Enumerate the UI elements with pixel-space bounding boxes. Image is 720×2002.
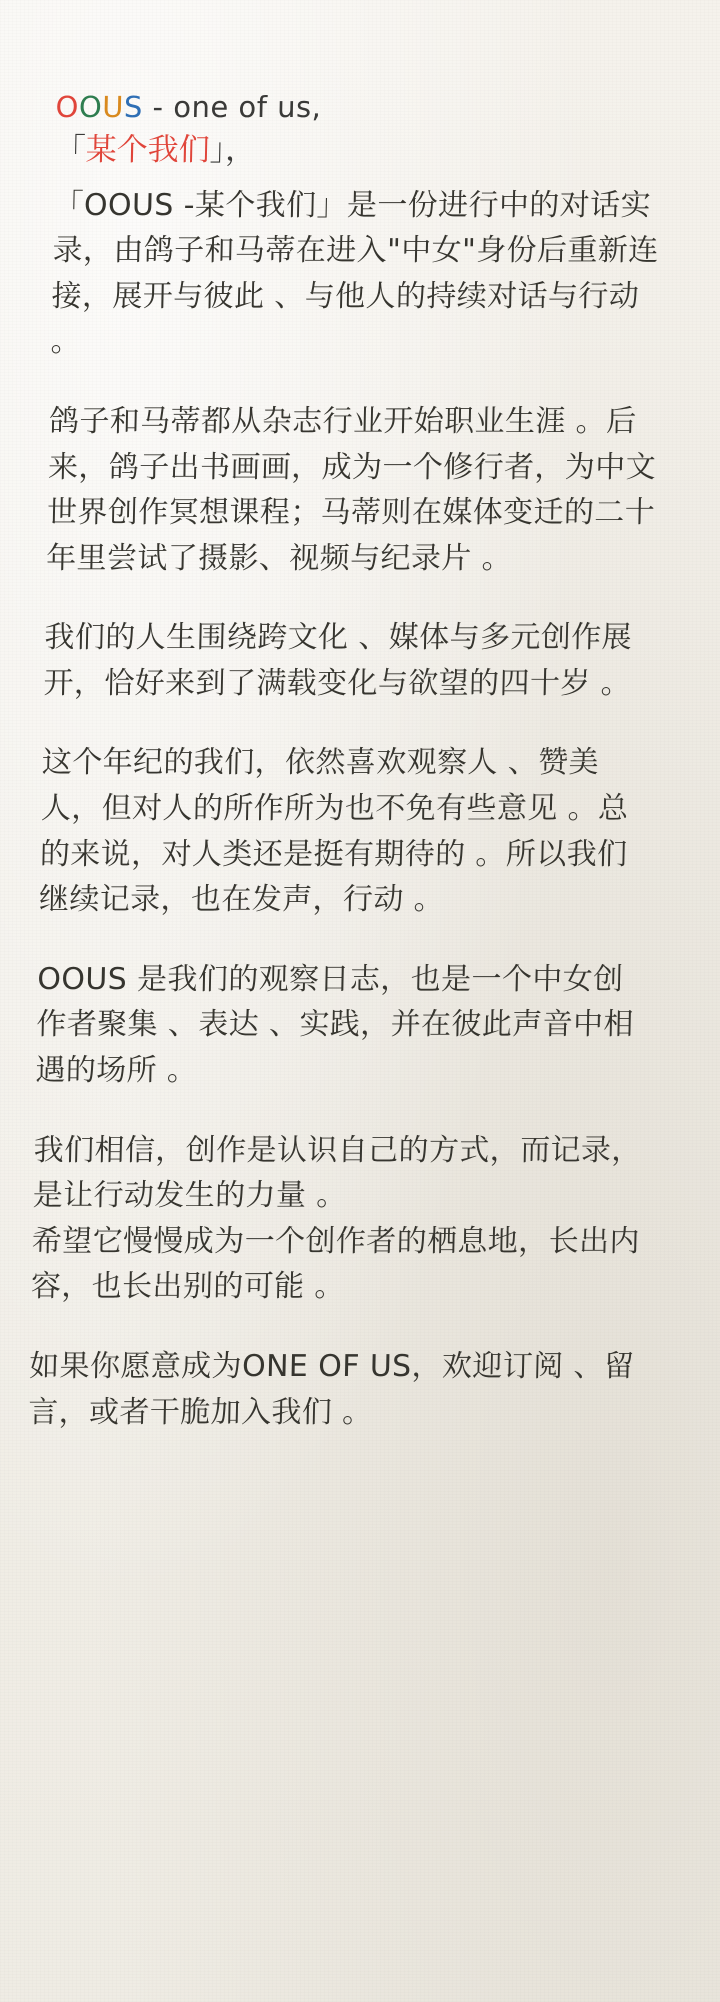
paragraph-intro: 「OOUS -某个我们」是一份进行中的对话实录，由鸽子和马蒂在进入"中女"身份后重新连接，展开与彼此 、与他人的持续对话与行动 。	[50, 187, 659, 360]
paragraph-background: 鸽子和马蒂都从杂志行业开始职业生涯 。后来，鸽子出书画画，成为一个修行者，为中文世界创作冥想课程；马蒂则在媒体变迁的二十年里尝试了摄影、视频与纪录片 。	[45, 403, 657, 576]
title-bracket-close: 」，	[209, 132, 257, 169]
paragraph-journal: OOUS 是我们的观察日志，也是一个中女创作者聚集 、表达 、实践，并在彼此声音中相遇的场所 。	[35, 961, 635, 1089]
title-letter-o1: O	[55, 90, 80, 124]
paragraph-belief: 我们相信，创作是认识自己的方式，而记录，是让行动发生的力量 。	[32, 1132, 643, 1214]
paragraph-age: 这个年纪的我们，依然喜欢观察人 、赞美人，但对人的所作所为也不免有些意见 。总的来说，对人类还是挺有期待的 。所以我们继续记录，也在发声，行动 。	[38, 745, 629, 918]
title-letter-u: U	[101, 90, 125, 124]
paragraph-lives: 我们的人生围绕跨文化 、媒体与多元创作展开，恰好来到了满载变化与欲望的四十岁 。	[43, 620, 633, 701]
title-bracket-open: 「	[54, 132, 87, 169]
page-title-latin	[55, 88, 664, 127]
title-letter-s: S	[123, 90, 144, 124]
paragraph-invitation: 如果你愿意成为ONE OF US，欢迎订阅 、留言，或者干脆加入我们 。	[27, 1349, 635, 1430]
title-letter-o2: O	[78, 90, 103, 124]
paragraph-hope: 希望它慢慢成为一个创作者的栖息地，长出内容，也长出别的可能 。	[30, 1223, 641, 1305]
title-subtitle-latin: - one of us,	[142, 90, 322, 124]
document-body	[28, 88, 664, 1435]
page-title-chinese	[54, 129, 663, 172]
title-chinese-highlight: 某个我们	[85, 132, 211, 169]
